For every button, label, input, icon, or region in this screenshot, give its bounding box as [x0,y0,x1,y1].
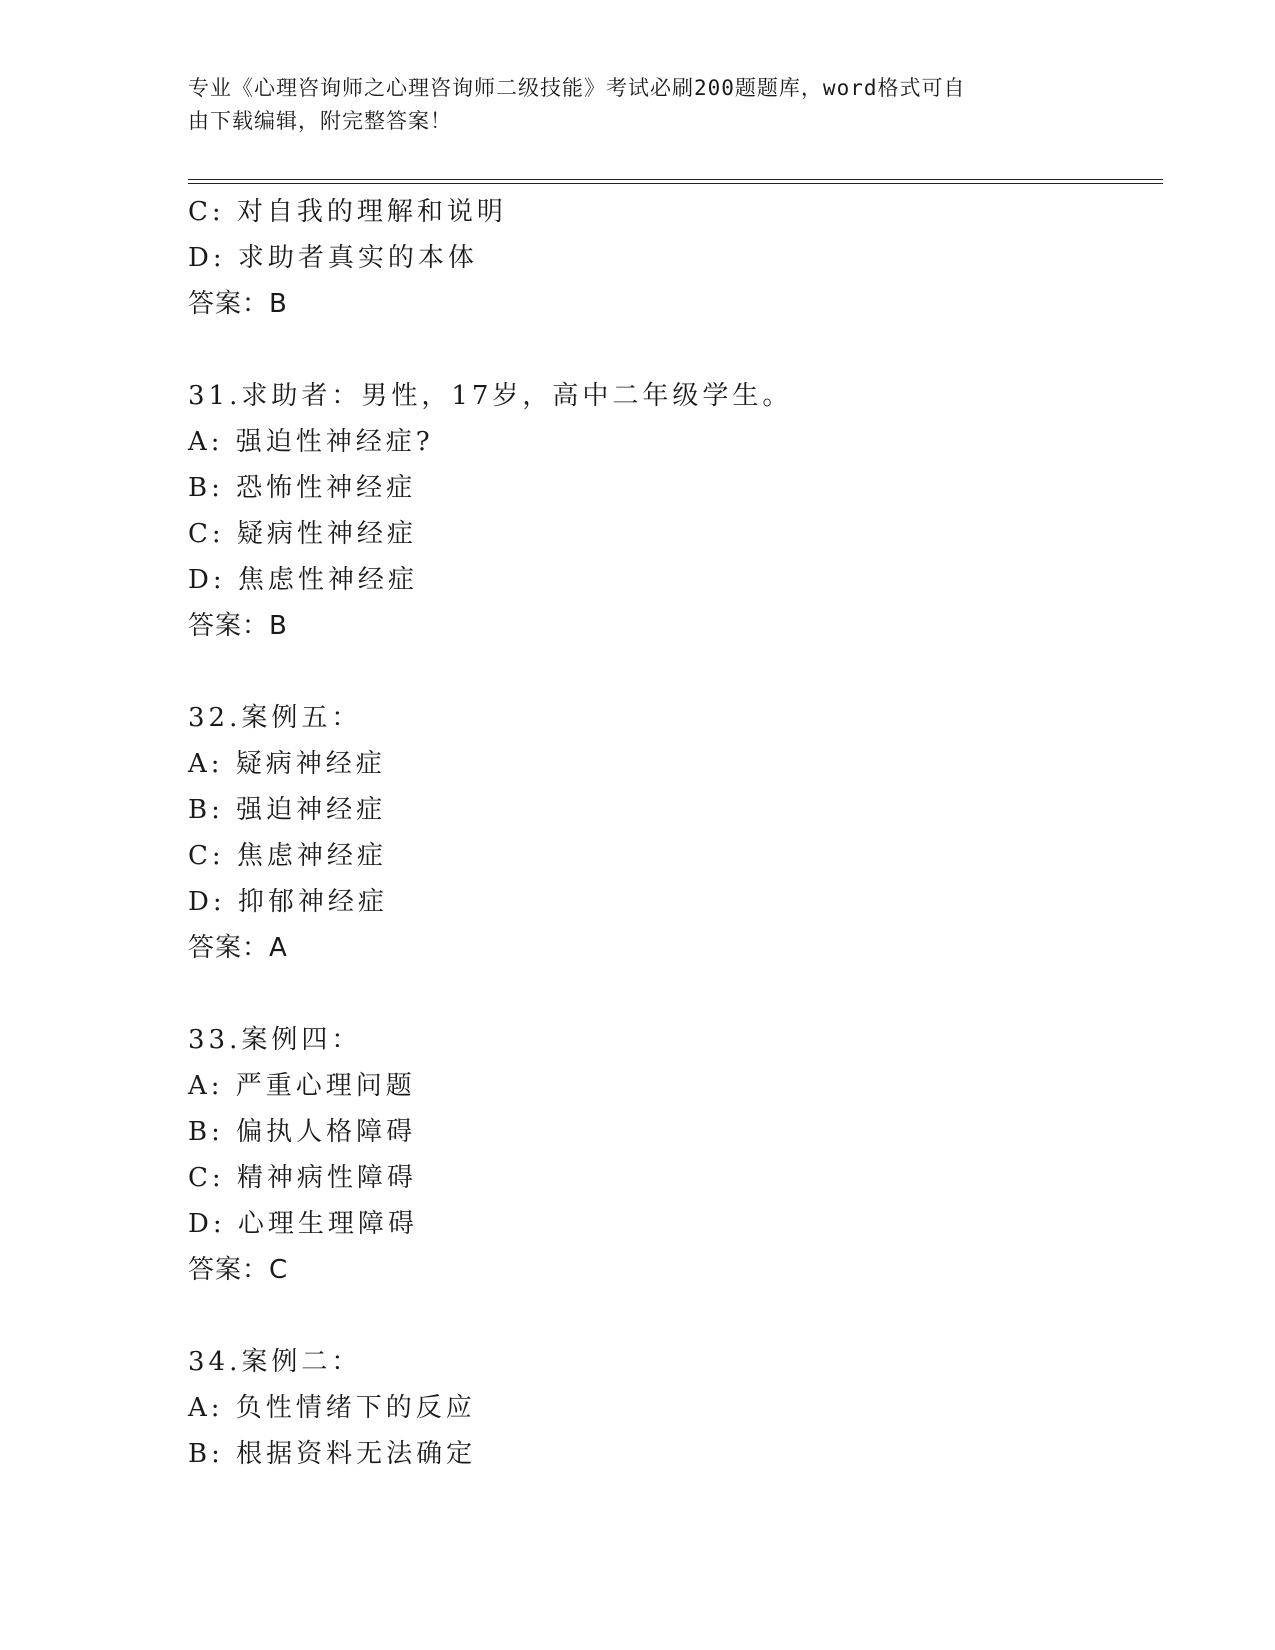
header-line-1: 专业《心理咨询师之心理咨询师二级技能》考试必刷200题题库，word格式可自 [188,76,966,100]
question-33-option-b: B: 偏执人格障碍 [188,1117,417,1147]
question-32-option-b: B: 强迫神经症 [188,795,387,825]
question-33-option-a: A: 严重心理问题 [188,1071,416,1101]
header-line-2: 由下载编辑，附完整答案！ [188,109,452,133]
spacer [188,327,1163,373]
answer-prev: 答案：B [188,289,288,319]
question-33-answer: 答案：C [188,1255,289,1285]
option-d-prev: D: 求助者真实的本体 [188,243,478,273]
header-divider-top [188,179,1163,180]
option-c-prev: C: 对自我的理解和说明 [188,197,507,227]
question-31: 31.求助者：男性，17岁，高中二年级学生。 [188,381,793,411]
document-header [188,72,1078,138]
question-32: 32.案例五： [188,703,362,733]
question-31-answer: 答案：B [188,611,288,641]
question-31-option-d: D: 焦虑性神经症 [188,565,418,595]
question-33-option-d: D: 心理生理障碍 [188,1209,418,1239]
spacer [188,649,1163,695]
question-32-option-c: C: 焦虑神经症 [188,841,387,871]
question-34-option-b: B: 根据资料无法确定 [188,1439,477,1469]
header-divider-bottom [188,183,1163,184]
question-32-answer: 答案：A [188,933,288,963]
question-33-option-c: C: 精神病性障碍 [188,1163,417,1193]
question-31-option-a: A: 强迫性神经症? [188,427,434,457]
question-33: 33.案例四： [188,1025,362,1055]
spacer [188,971,1163,1017]
question-34-option-a: A: 负性情绪下的反应 [188,1393,476,1423]
question-32-option-d: D: 抑郁神经症 [188,887,388,917]
question-34: 34.案例二： [188,1347,362,1377]
question-31-option-c: C: 疑病性神经症 [188,519,417,549]
question-list [188,189,1163,1477]
question-31-option-b: B: 恐怖性神经症 [188,473,417,503]
question-32-option-a: A: 疑病神经症 [188,749,386,779]
spacer [188,1293,1163,1339]
